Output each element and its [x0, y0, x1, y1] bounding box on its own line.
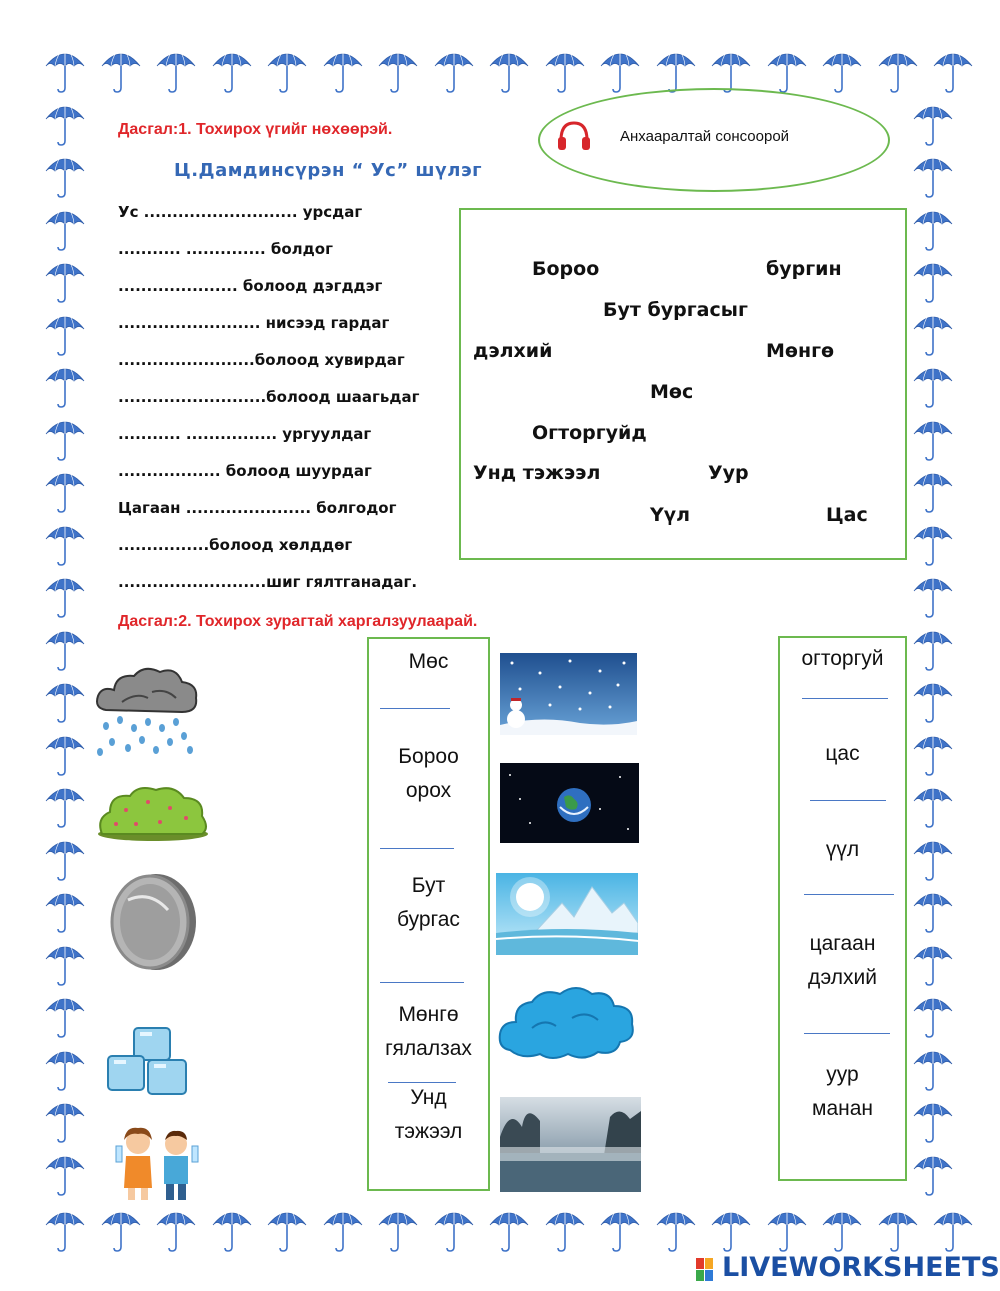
- umbrella-icon: [44, 254, 86, 304]
- umbrella-icon: [912, 359, 954, 409]
- umbrella-icon: [599, 44, 641, 94]
- word-bank-item[interactable]: бургин: [766, 258, 842, 280]
- middle-word-item[interactable]: Бут бургас: [397, 874, 460, 931]
- umbrella-icon: [322, 1203, 364, 1253]
- umbrella-icon: [710, 1203, 752, 1253]
- liveworksheets-watermark: LIVEWORKSHEETS: [722, 1252, 1000, 1283]
- umbrella-icon: [433, 44, 475, 94]
- umbrella-icon: [544, 1203, 586, 1253]
- umbrella-icon: [44, 44, 86, 94]
- poem-line-1[interactable]: Ус ........................... урсдаг: [118, 203, 363, 221]
- umbrella-icon: [766, 1203, 808, 1253]
- middle-word-item[interactable]: Бороо орох: [398, 745, 459, 802]
- umbrella-icon: [912, 989, 954, 1039]
- word-bank-item[interactable]: Уур: [708, 462, 749, 484]
- word-bank-item[interactable]: Унд тэжээл: [473, 462, 601, 484]
- right-word-item[interactable]: цагаан дэлхий: [808, 932, 877, 989]
- umbrella-icon: [544, 44, 586, 94]
- umbrella-icon: [44, 517, 86, 567]
- umbrella-icon: [912, 412, 954, 462]
- umbrella-icon: [377, 44, 419, 94]
- umbrella-icon: [44, 674, 86, 724]
- umbrella-icon: [912, 307, 954, 357]
- umbrella-icon: [932, 1203, 974, 1253]
- umbrella-icon: [433, 1203, 475, 1253]
- umbrella-icon: [932, 44, 974, 94]
- word-bank-item[interactable]: дэлхий: [473, 340, 553, 362]
- word-bank-item[interactable]: Мөс: [650, 381, 694, 403]
- right-word-item[interactable]: үүл: [825, 838, 860, 861]
- umbrella-icon: [766, 44, 808, 94]
- word-bank-item[interactable]: Огторгуйд: [532, 422, 647, 444]
- right-word-item[interactable]: огторгуй: [801, 647, 884, 670]
- snowman-winter-picture[interactable]: [500, 653, 637, 735]
- umbrella-icon: [912, 1042, 954, 1092]
- answer-blank[interactable]: [804, 894, 894, 895]
- umbrella-icon: [322, 44, 364, 94]
- poem-line-9[interactable]: Цагаан ...................... болгодог: [118, 499, 397, 517]
- umbrella-icon: [44, 202, 86, 252]
- middle-word-item[interactable]: Мөс: [408, 650, 449, 673]
- umbrella-icon: [912, 517, 954, 567]
- umbrella-icon: [100, 44, 142, 94]
- sun-mountains-picture[interactable]: [496, 873, 638, 955]
- umbrella-icon: [266, 1203, 308, 1253]
- headphones-icon[interactable]: [556, 120, 592, 152]
- umbrella-icon: [266, 44, 308, 94]
- word-bank-item[interactable]: Бороо: [532, 258, 600, 280]
- umbrella-icon: [912, 622, 954, 672]
- umbrella-icon: [912, 674, 954, 724]
- umbrella-icon: [912, 727, 954, 777]
- listen-instruction: Анхааралтай сонсоорой: [620, 128, 790, 145]
- umbrella-icon: [44, 1094, 86, 1144]
- rain-cloud-picture[interactable]: [92, 662, 204, 758]
- umbrella-icon: [912, 149, 954, 199]
- liveworksheets-logo-icon: [696, 1258, 722, 1282]
- bush-picture[interactable]: [96, 784, 210, 842]
- umbrella-icon: [877, 44, 919, 94]
- poem-line-11[interactable]: ..........................шиг гялтганадаг.: [118, 573, 418, 591]
- poem-line-4[interactable]: ......................... нисээд гардаг: [118, 314, 390, 332]
- umbrella-icon: [821, 1203, 863, 1253]
- umbrella-icon: [44, 569, 86, 619]
- answer-blank[interactable]: [380, 708, 450, 709]
- exercise2-title: Дасгал:2. Тохирох зурагтай харгалзуулаарай.: [118, 613, 478, 630]
- kids-drinking-water-picture[interactable]: [110, 1122, 206, 1202]
- umbrella-icon: [912, 832, 954, 882]
- umbrella-icon: [44, 1147, 86, 1197]
- silver-coin-picture[interactable]: [106, 870, 200, 974]
- exercise1-title: Дасгал:1. Тохирох үгийг нөхөөрэй.: [118, 121, 393, 138]
- umbrella-icon: [821, 44, 863, 94]
- right-word-item[interactable]: цас: [825, 742, 860, 765]
- poem-line-7[interactable]: ........... ................ ургуулдаг: [118, 425, 372, 443]
- poem-line-2[interactable]: ........... .............. болдог: [118, 240, 333, 258]
- umbrella-icon: [655, 1203, 697, 1253]
- umbrella-icon: [44, 832, 86, 882]
- umbrella-icon: [44, 307, 86, 357]
- umbrella-icon: [44, 622, 86, 672]
- answer-blank[interactable]: [380, 982, 464, 983]
- umbrella-icon: [44, 149, 86, 199]
- right-word-item[interactable]: уур манан: [812, 1063, 873, 1120]
- umbrella-icon: [44, 97, 86, 147]
- umbrella-icon: [44, 884, 86, 934]
- poem-line-10[interactable]: ................болоод хөлддөг: [118, 536, 353, 554]
- word-bank-item[interactable]: Бут бургасыг: [603, 299, 748, 321]
- umbrella-icon: [912, 254, 954, 304]
- umbrella-icon: [710, 44, 752, 94]
- middle-word-item[interactable]: Мөнгө гялалзах: [385, 1003, 472, 1060]
- umbrella-icon: [377, 1203, 419, 1253]
- earth-space-picture[interactable]: [500, 763, 639, 843]
- answer-blank[interactable]: [810, 800, 886, 801]
- umbrella-icon: [44, 1203, 86, 1253]
- umbrella-icon: [912, 569, 954, 619]
- umbrella-icon: [44, 1042, 86, 1092]
- umbrella-icon: [655, 44, 697, 94]
- umbrella-icon: [44, 937, 86, 987]
- answer-blank[interactable]: [802, 698, 888, 699]
- umbrella-icon: [211, 44, 253, 94]
- umbrella-icon: [44, 464, 86, 514]
- umbrella-icon: [912, 937, 954, 987]
- umbrella-icon: [912, 202, 954, 252]
- umbrella-icon: [44, 779, 86, 829]
- ice-cubes-picture[interactable]: [104, 1026, 192, 1102]
- poem-line-6[interactable]: ..........................болоод шаагьдаг: [118, 388, 420, 406]
- umbrella-icon: [155, 1203, 197, 1253]
- answer-blank[interactable]: [380, 848, 454, 849]
- umbrella-icon: [155, 44, 197, 94]
- umbrella-icon: [912, 1094, 954, 1144]
- umbrella-icon: [211, 1203, 253, 1253]
- misty-lake-picture[interactable]: [500, 1097, 641, 1192]
- middle-word-item[interactable]: Унд тэжээл: [394, 1086, 463, 1143]
- umbrella-icon: [912, 884, 954, 934]
- umbrella-icon: [44, 727, 86, 777]
- poem-title: Ц.Дамдинсүрэн “ Ус” шүлэг: [174, 160, 483, 181]
- umbrella-icon: [912, 1147, 954, 1197]
- answer-blank[interactable]: [804, 1033, 890, 1034]
- word-bank-item[interactable]: Цас: [826, 504, 868, 526]
- poem-line-3[interactable]: ..................... болоод дэгддэг: [118, 277, 383, 295]
- umbrella-icon: [44, 412, 86, 462]
- word-bank-item[interactable]: Үүл: [650, 504, 691, 526]
- word-bank-item[interactable]: Мөнгө: [766, 340, 835, 362]
- blue-clouds-picture[interactable]: [498, 978, 638, 1062]
- umbrella-icon: [488, 1203, 530, 1253]
- umbrella-icon: [44, 989, 86, 1039]
- umbrella-icon: [488, 44, 530, 94]
- poem-line-8[interactable]: .................. болоод шуурдаг: [118, 462, 372, 480]
- umbrella-icon: [877, 1203, 919, 1253]
- umbrella-icon: [44, 359, 86, 409]
- poem-line-5[interactable]: ........................болоод хувирдаг: [118, 351, 405, 369]
- umbrella-icon: [912, 97, 954, 147]
- umbrella-icon: [912, 464, 954, 514]
- umbrella-icon: [599, 1203, 641, 1253]
- umbrella-icon: [912, 779, 954, 829]
- umbrella-icon: [100, 1203, 142, 1253]
